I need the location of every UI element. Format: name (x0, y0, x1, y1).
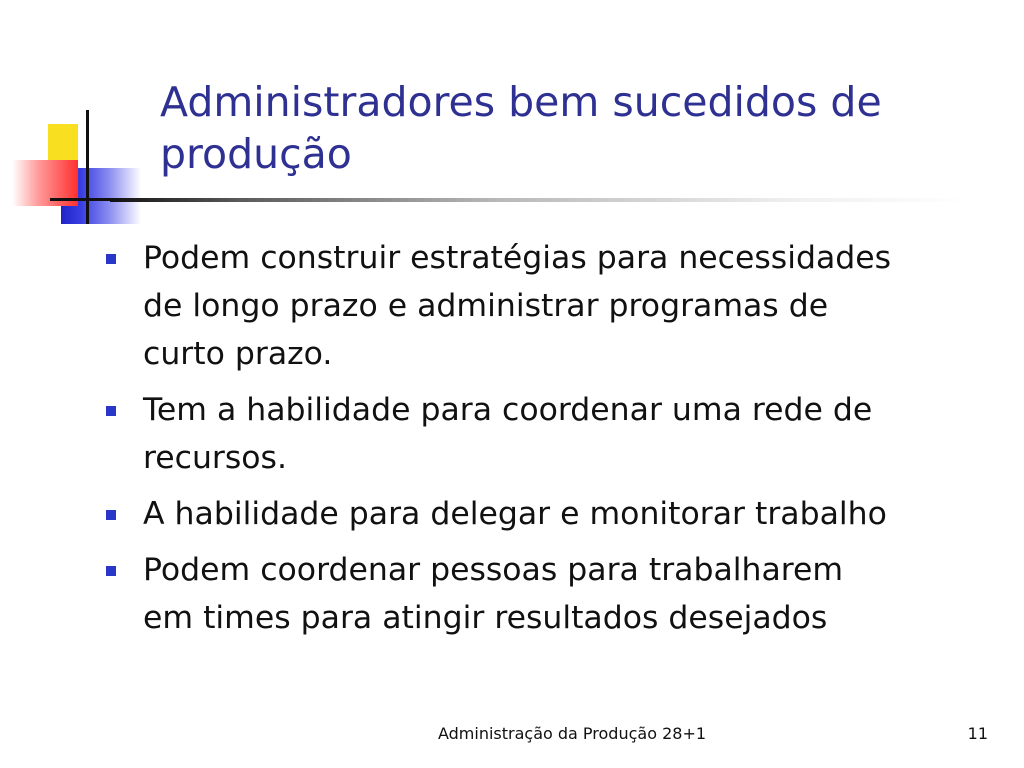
bullet-text-line: A habilidade para delegar e monitorar trabalho (143, 496, 887, 532)
square-bullet-icon (106, 510, 116, 520)
bullet-text-line: curto prazo. (143, 336, 333, 372)
bullet-item (0, 490, 1024, 538)
bullet-text-line: Tem a habilidade para coordenar uma rede de (143, 392, 873, 428)
logo-horizontal-line (50, 198, 114, 201)
bullet-text-line: em times para atingir resultados desejados (143, 600, 828, 636)
bullet-item (0, 546, 1024, 642)
slide-footer: Administração da Produção 28+1 (437, 724, 707, 743)
bullet-text-line: recursos. (143, 440, 287, 476)
slide-logo-decoration (0, 0, 170, 240)
square-bullet-icon (106, 566, 116, 576)
bullet-text-line: Podem construir estratégias para necessidades (143, 240, 892, 276)
slide-title (160, 76, 990, 180)
bullet-text-line: de longo prazo e administrar programas de (143, 288, 829, 324)
bullet-item (0, 386, 1024, 482)
bullet-list (0, 234, 1024, 650)
page-number: 11 (967, 724, 988, 743)
title-divider (110, 198, 970, 202)
slide-title-line: Administradores bem sucedidos de (160, 78, 882, 126)
bullet-text-line: Podem coordenar pessoas para trabalharem (143, 552, 844, 588)
logo-vertical-line (86, 110, 89, 224)
slide-title-line: produção (160, 130, 352, 178)
square-bullet-icon (106, 406, 116, 416)
square-bullet-icon (106, 254, 116, 264)
bullet-item (0, 234, 1024, 378)
